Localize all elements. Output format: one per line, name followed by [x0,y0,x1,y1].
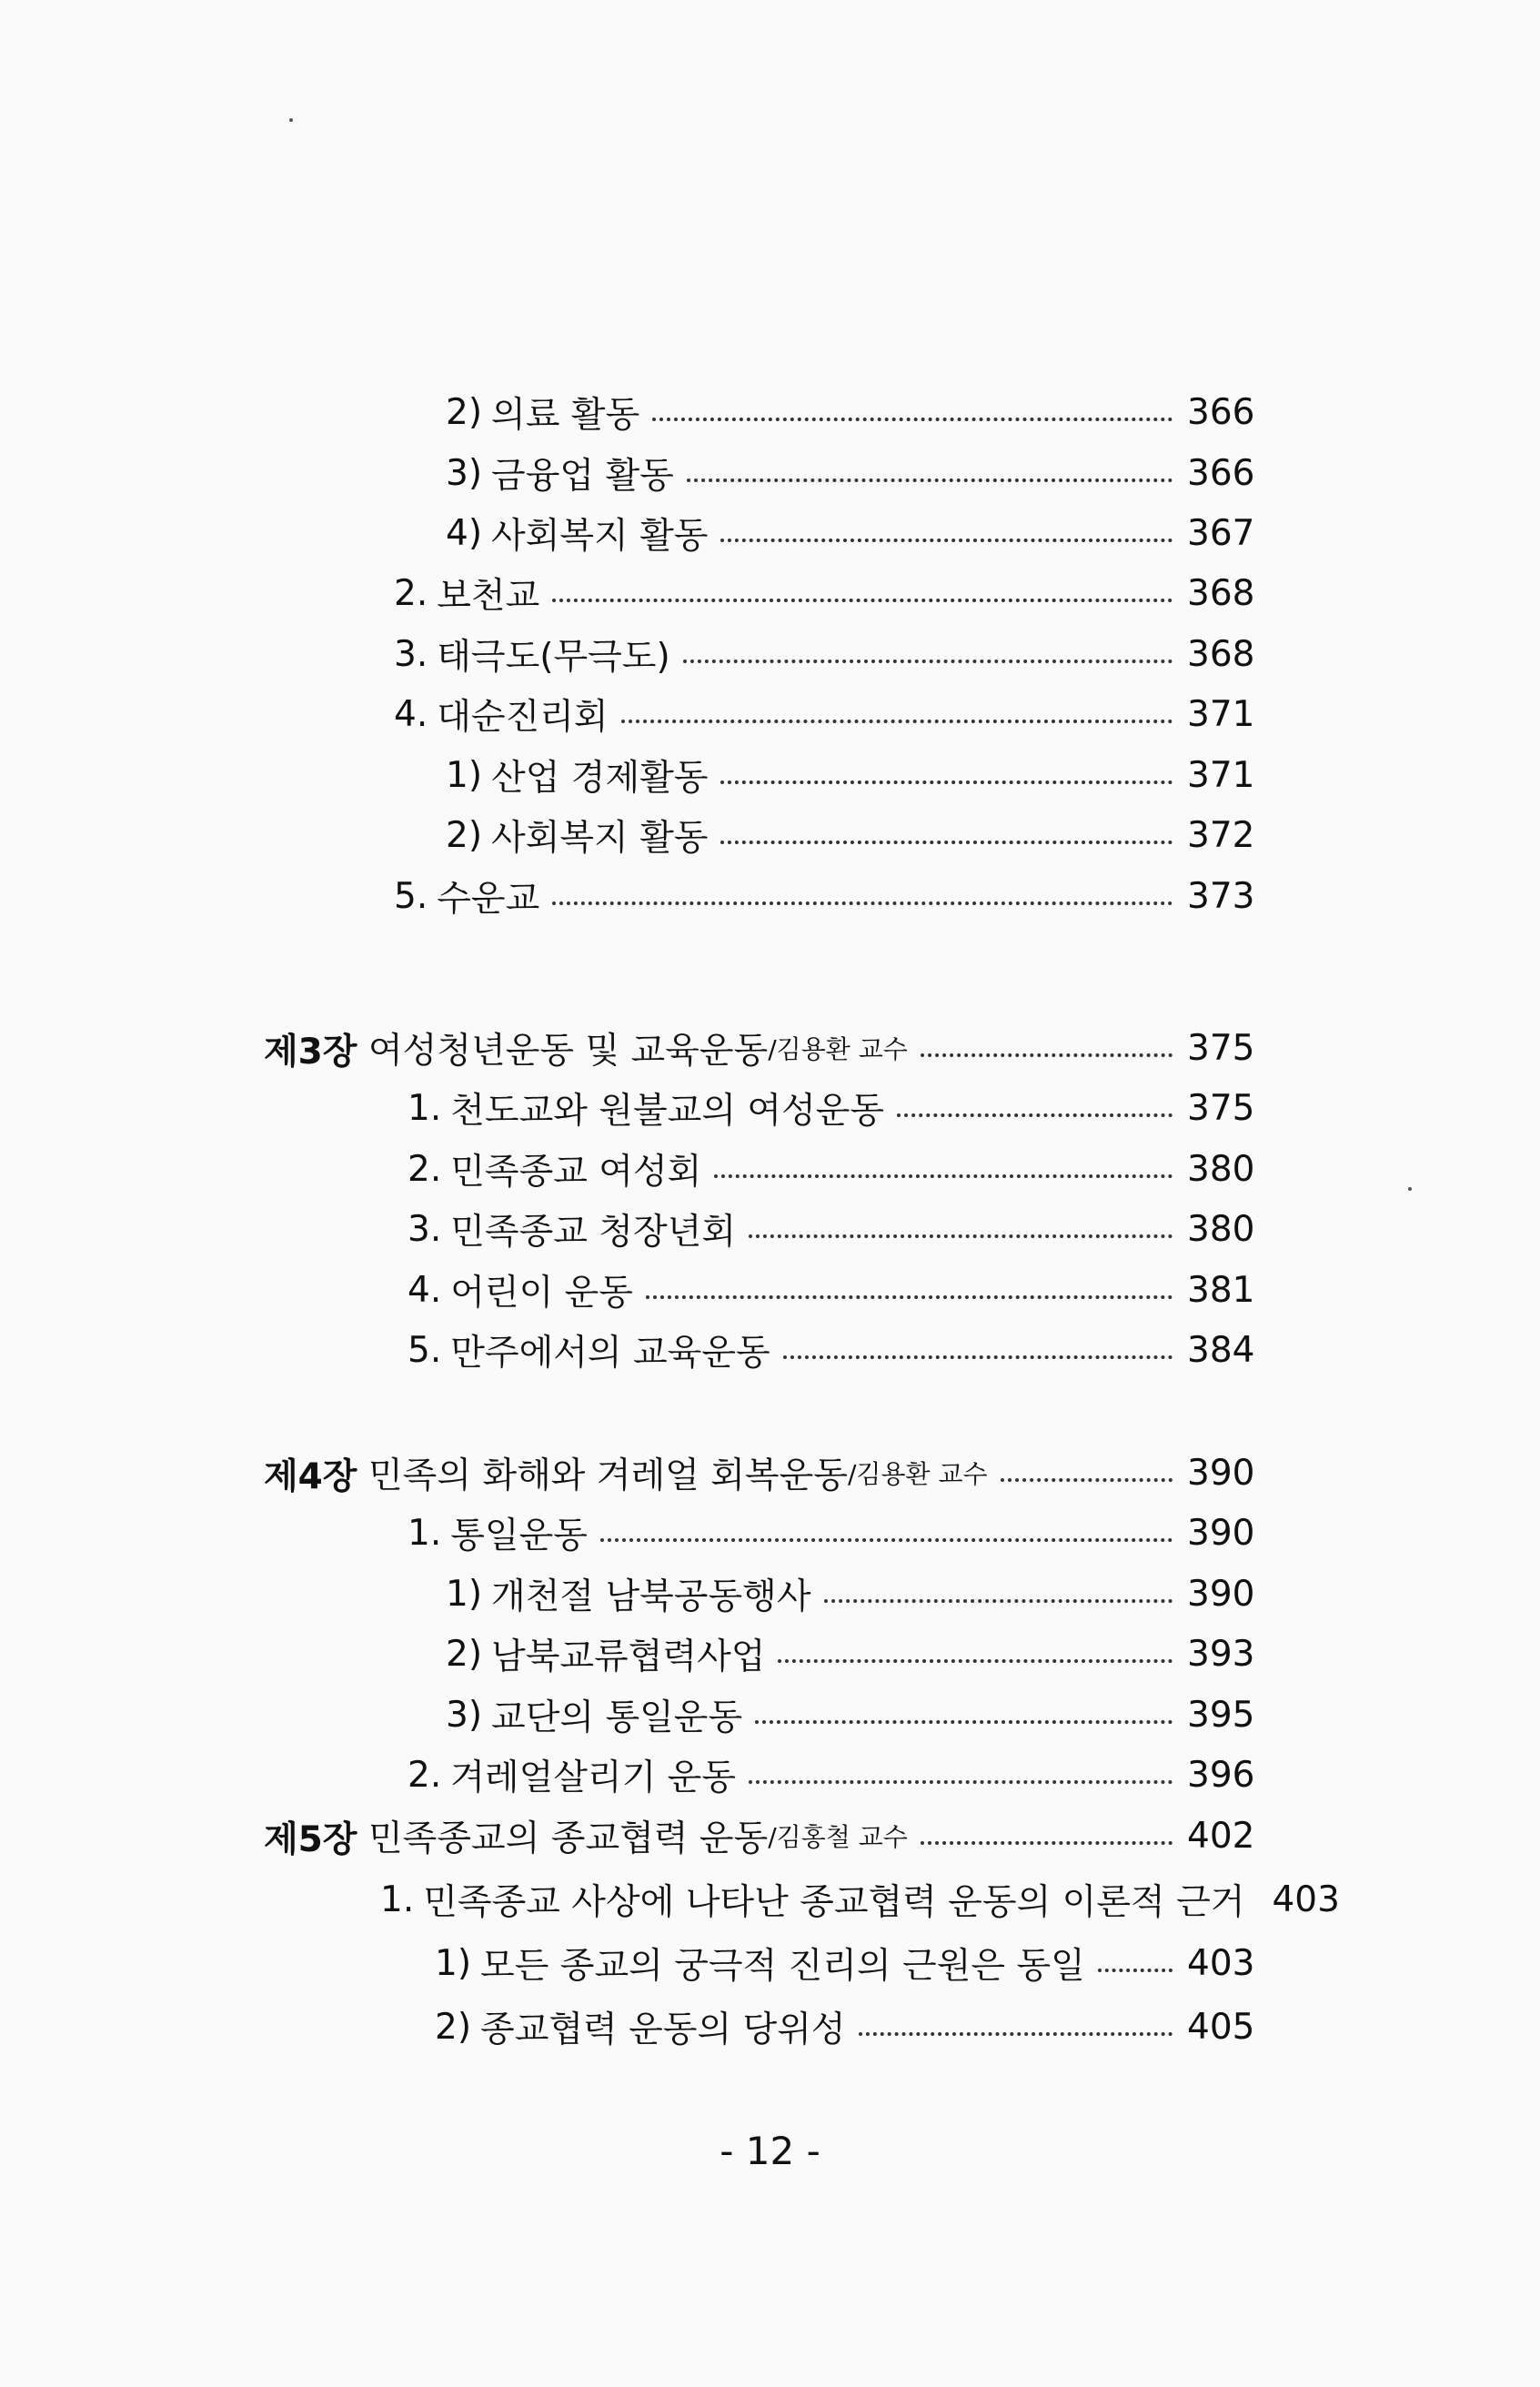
dot-leader [646,1295,1173,1299]
entry-page: 395 [1187,1694,1255,1736]
entry-title: 민족의 화해와 겨레얼 회복운동 [368,1455,848,1496]
toc-entry [408,1263,1255,1317]
dot-leader [552,599,1173,602]
entry-page: 403 [1272,1878,1340,1920]
chapter-heading [368,1021,1255,1075]
toc-entry [446,1687,1255,1742]
dot-leader [720,539,1173,542]
dot-leader [552,901,1173,905]
entry-number: 5. [408,1329,442,1371]
entry-number: 4. [408,1269,442,1311]
entry-author: /김용환 교수 [847,1459,988,1489]
toc-entry [408,1142,1255,1196]
entry-page: 405 [1187,2006,1255,2048]
dot-leader [714,1174,1173,1178]
toc-entry [446,748,1255,802]
dot-leader [897,1113,1173,1117]
dot-leader [783,1355,1173,1359]
entry-number: 2) [435,2006,472,2048]
entry-title: 보천교 [437,576,540,617]
entry-page: 366 [1187,452,1255,494]
entry-page: 381 [1187,1269,1255,1311]
entry-title: 민족종교의 종교협력 운동 [368,1818,769,1859]
toc-entry [446,1627,1255,1681]
toc-entry [446,385,1255,439]
entry-title: 수운교 [437,879,540,920]
entry-number: 1. [380,1878,415,1920]
toc-entry [408,1506,1255,1560]
entry-number: 3) [446,1694,483,1736]
entry-number: 4) [446,512,483,554]
entry-title: 어린이 운동 [450,1273,633,1314]
entry-author: /김홍철 교수 [768,1822,908,1852]
page-number: - 12 - [720,2129,820,2173]
toc-entry [446,506,1255,560]
entry-page: 390 [1187,1452,1255,1494]
entry-number: 3) [446,452,483,494]
entry-page: 371 [1187,754,1255,796]
dot-leader [621,720,1173,723]
entry-number: 1) [435,1942,472,1984]
toc-entry [435,1999,1255,2054]
entry-number: 2) [446,814,483,856]
dot-leader [1098,1969,1173,1972]
dot-leader [1001,1478,1173,1482]
entry-title: 개천절 남북공동행사 [491,1576,811,1617]
entry-title: 종교협력 운동의 당위성 [480,2009,846,2050]
entry-page: 402 [1187,1815,1255,1857]
entry-number: 1) [446,754,483,796]
dot-leader [652,418,1173,421]
scan-speck [289,118,293,122]
dot-leader [720,781,1173,784]
dot-leader [921,1841,1173,1845]
entry-page: 375 [1187,1087,1255,1129]
toc-entry [446,808,1255,862]
toc-entry [380,1872,1340,1927]
entry-page: 368 [1187,633,1255,675]
entry-number: 4. [394,693,428,735]
entry-page: 380 [1187,1208,1255,1250]
toc-entry [446,1566,1255,1621]
dot-leader [600,1538,1173,1542]
entry-title: 태극도(무극도) [437,637,670,678]
dot-leader [683,660,1173,663]
entry-title: 남북교류협력사업 [491,1637,766,1677]
entry-author: /김용환 교수 [768,1034,908,1064]
entry-page: 373 [1187,875,1255,917]
dot-leader [687,478,1173,482]
entry-title: 민족종교 사상에 나타난 종교협력 운동의 이론적 근거 [423,1882,1245,1923]
dot-leader [755,1720,1173,1724]
dot-leader [921,1053,1173,1057]
entry-number: 1) [446,1573,483,1615]
entry-page: 372 [1187,814,1255,856]
entry-number: 2. [394,572,428,614]
entry-page: 390 [1187,1512,1255,1554]
entry-number: 1. [408,1087,442,1129]
entry-page: 366 [1187,391,1255,433]
toc-entry [446,446,1255,500]
entry-title: 사회복지 활동 [491,818,709,859]
entry-number: 5. [394,875,428,917]
entry-title: 겨레얼살리기 운동 [450,1758,737,1798]
entry-title: 민족종교 청장년회 [450,1212,737,1253]
chapter-label: 제5장 [264,1819,357,1860]
dot-leader [778,1659,1173,1663]
entry-number: 2. [408,1148,442,1190]
entry-number: 3. [408,1208,442,1250]
entry-page: 396 [1187,1754,1255,1796]
dot-leader [749,1780,1173,1784]
toc-entry [408,1202,1255,1256]
toc-entry [408,1747,1255,1802]
entry-number: 1. [408,1512,442,1554]
entry-title: 교단의 통일운동 [491,1697,743,1738]
entry-title: 여성청년운동 및 교육운동 [368,1031,769,1072]
entry-title: 산업 경제활동 [491,758,709,799]
dot-leader [720,841,1173,844]
chapter-heading [368,1445,1255,1500]
entry-title: 만주에서의 교육운동 [450,1333,770,1374]
entry-page: 393 [1187,1633,1255,1675]
chapter-label: 제4장 [264,1456,357,1497]
toc-entry [408,1081,1255,1135]
entry-number: 3. [394,633,428,675]
entry-title: 의료 활동 [491,395,640,436]
entry-title: 민족종교 여성회 [450,1152,702,1193]
entry-page: 367 [1187,512,1255,554]
entry-page: 390 [1187,1573,1255,1615]
dot-leader [824,1599,1173,1603]
scan-speck [1408,1187,1412,1191]
chapter-label: 제3장 [264,1032,357,1073]
entry-page: 375 [1187,1027,1255,1069]
toc-entry [435,1936,1255,1990]
entry-number: 2) [446,391,483,433]
entry-title: 사회복지 활동 [491,516,709,557]
entry-title: 통일운동 [450,1516,588,1556]
toc-entry [394,627,1255,681]
toc-entry [408,1323,1255,1377]
entry-title: 대순진리회 [437,697,609,738]
toc-entry [394,869,1255,923]
entry-number: 2. [408,1754,442,1796]
toc-entry [394,687,1255,741]
entry-page: 371 [1187,693,1255,735]
entry-page: 403 [1187,1942,1255,1984]
entry-title: 금융업 활동 [491,456,674,497]
entry-page: 380 [1187,1148,1255,1190]
toc-entry [394,566,1255,620]
entry-title: 모든 종교의 궁극적 진리의 근원은 동일 [480,1946,1085,1987]
entry-page: 384 [1187,1329,1255,1371]
entry-number: 2) [446,1633,483,1675]
entry-page: 368 [1187,572,1255,614]
dot-leader [749,1234,1173,1238]
chapter-heading [368,1808,1255,1863]
entry-title: 천도교와 원불교의 여성운동 [450,1091,885,1132]
dot-leader [859,2032,1173,2036]
